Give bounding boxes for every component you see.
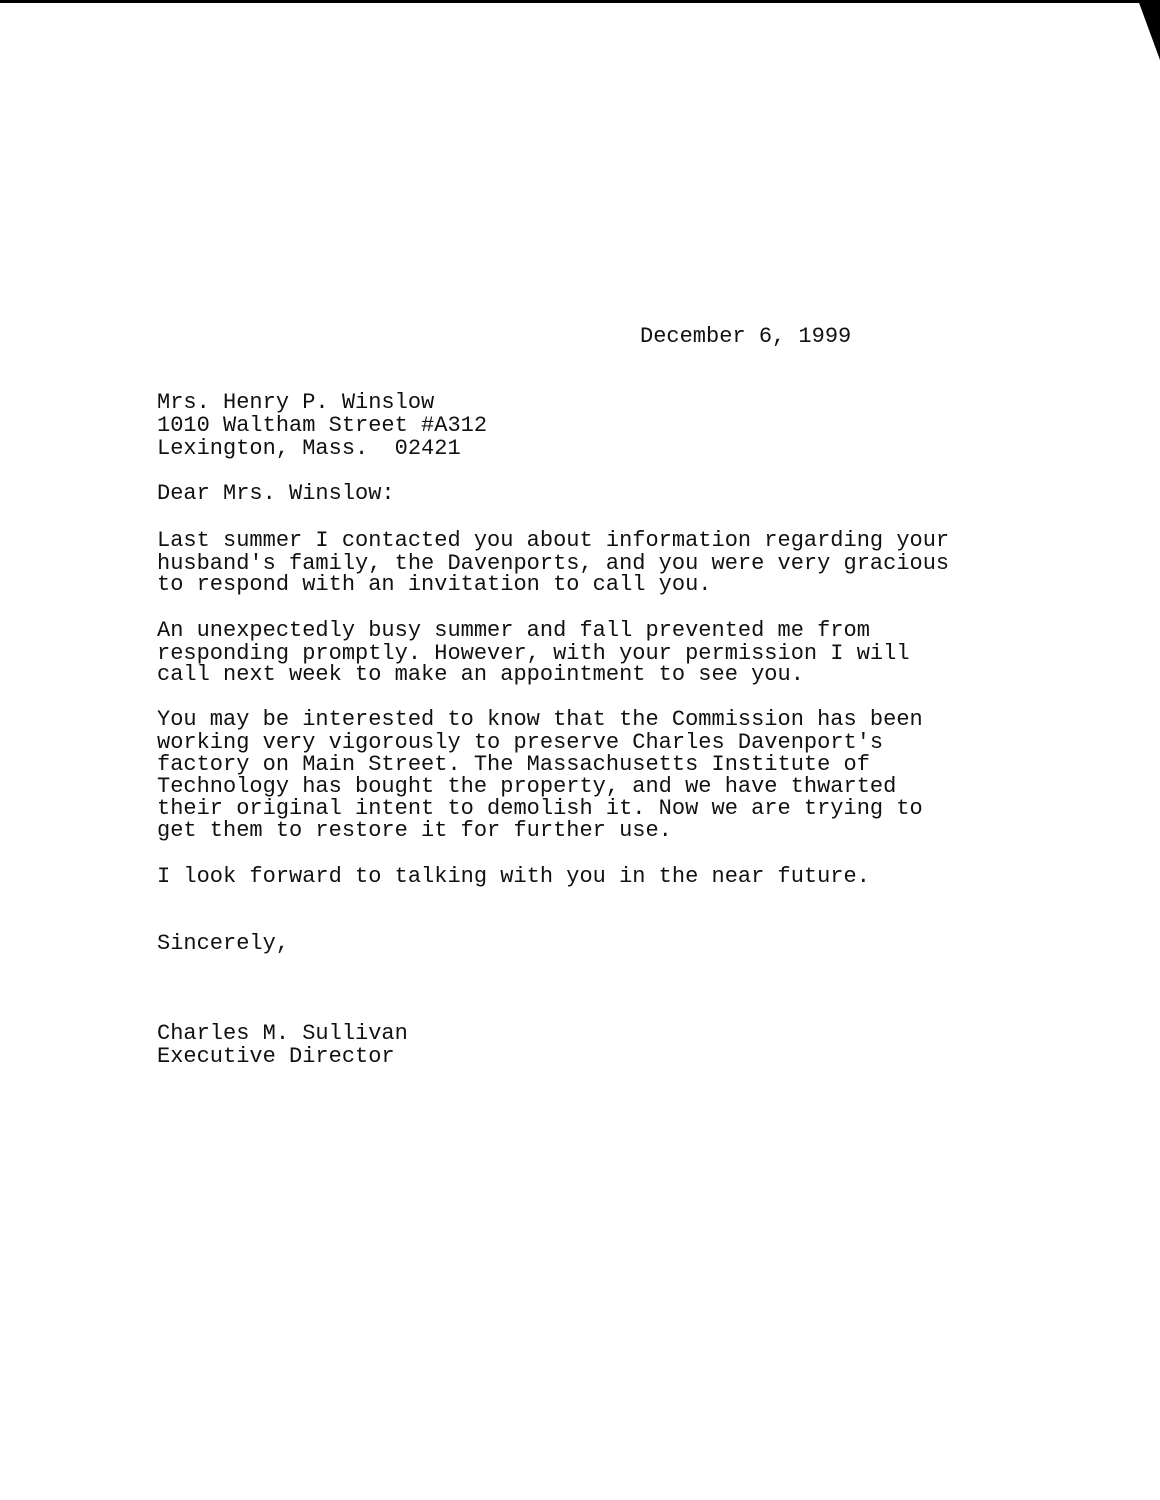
paragraph-3-line: Technology has bought the property, and we have thwarted [157, 774, 897, 799]
paragraph-1-line: Last summer I contacted you about information regarding your [157, 528, 950, 553]
recipient-street: 1010 Waltham Street #A312 [157, 413, 488, 438]
paragraph-2-line: responding promptly. However, with your permission I will [157, 641, 910, 666]
paragraph-1-line: to respond with an invitation to call you. [157, 572, 712, 597]
letter-date: December 6, 1999 [640, 324, 852, 349]
scan-corner-mark [1138, 0, 1160, 60]
paragraph-3-line: working very vigorously to preserve Charles Davenport's [157, 730, 884, 755]
recipient-city: Lexington, Mass. 02421 [157, 436, 461, 461]
paragraph-3-line: get them to restore it for further use. [157, 818, 672, 843]
paragraph-3-line: You may be interested to know that the Commission has been [157, 707, 923, 732]
signer-title: Executive Director [157, 1044, 395, 1069]
paragraph-2-line: call next week to make an appointment to see you. [157, 662, 804, 687]
scan-top-edge [0, 0, 1160, 3]
paragraph-1-line: husband's family, the Davenports, and you were very gracious [157, 551, 950, 576]
salutation: Dear Mrs. Winslow: [157, 481, 395, 506]
recipient-name: Mrs. Henry P. Winslow [157, 390, 435, 415]
paragraph-3-line: their original intent to demolish it. Now we are trying to [157, 796, 923, 821]
closing: Sincerely, [157, 931, 290, 956]
paragraph-3-line: factory on Main Street. The Massachusetts Institute of [157, 752, 870, 777]
paragraph-2-line: An unexpectedly busy summer and fall prevented me from [157, 618, 870, 643]
paragraph-4-line: I look forward to talking with you in the near future. [157, 864, 870, 889]
signer-name: Charles M. Sullivan [157, 1021, 408, 1046]
